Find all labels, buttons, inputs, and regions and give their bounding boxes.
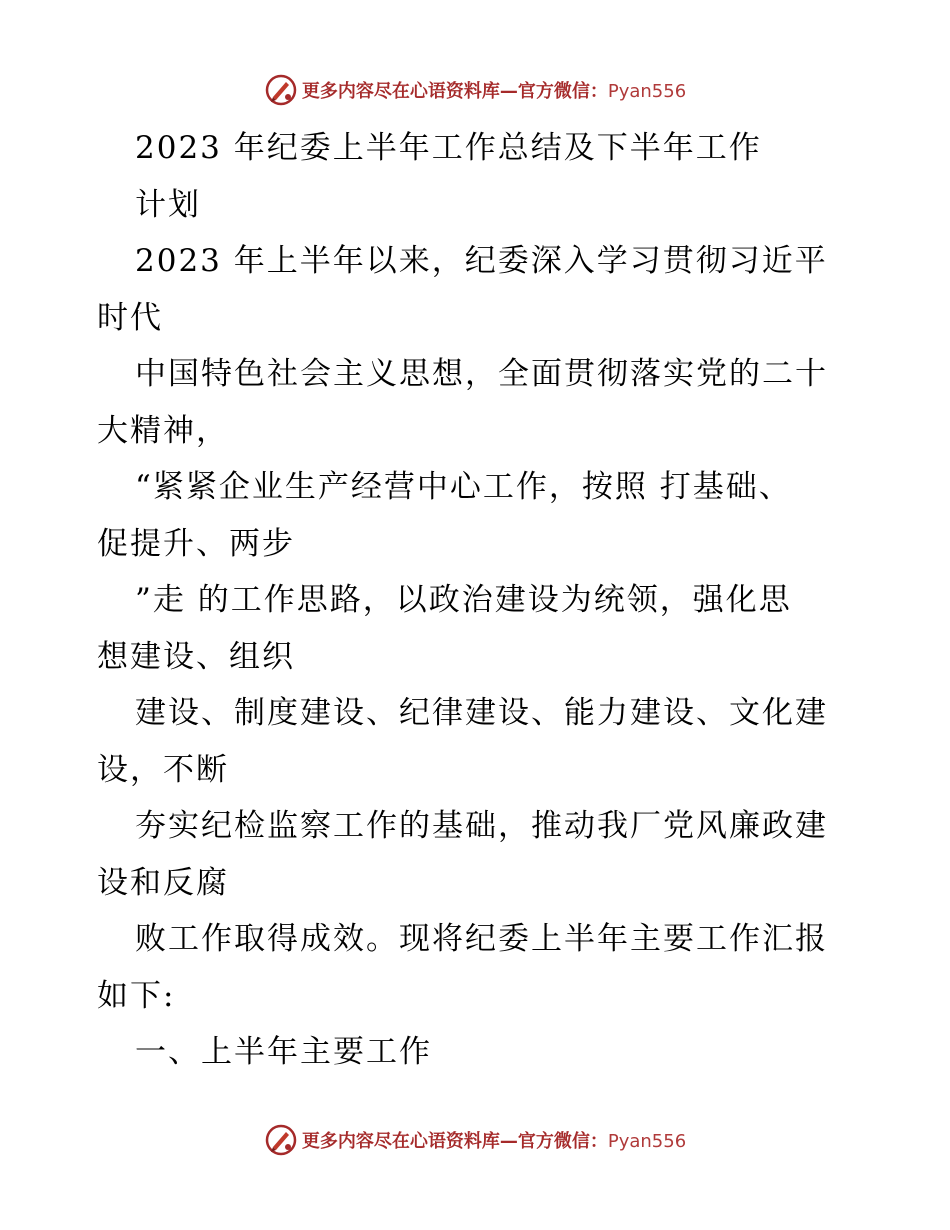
header-watermark-banner (0, 70, 950, 110)
text-line: 2023 年上半年以来，纪委深入学习贯彻习近平 (135, 243, 828, 279)
text-line: 如下: (97, 977, 176, 1014)
text-line: 设，不断 (97, 751, 229, 788)
text-line: 促提升、两步 (97, 525, 295, 562)
watermark-text: 更多内容尽在心语资料库—官方微信：Pyan556 (301, 81, 687, 102)
text-line: 中国特色社会主义思想，全面贯彻落实党的二十 (135, 356, 828, 392)
pen-logo-icon (264, 73, 298, 107)
text-line: “紧紧企业生产经营中心工作，按照 打基础、 (135, 469, 792, 505)
text-line: 想建设、组织 (97, 638, 295, 675)
text-line: ”走 的工作思路，以政治建设为统领，强化思 (135, 582, 792, 618)
footer-watermark-banner (0, 1120, 950, 1160)
text-line: 败工作取得成效。现将纪委上半年主要工作汇报 (135, 921, 828, 957)
text-line: 时代 (97, 299, 163, 336)
text-line: 夯实纪检监察工作的基础，推动我厂党风廉政建 (135, 808, 828, 844)
pen-logo-icon (264, 1123, 298, 1157)
text-line: 计划 (135, 186, 201, 223)
text-line: 2023 年纪委上半年工作总结及下半年工作 (135, 130, 762, 166)
watermark-text: 更多内容尽在心语资料库—官方微信：Pyan556 (301, 1131, 687, 1152)
text-line: 大精神， (97, 412, 229, 449)
text-line: 建设、制度建设、纪律建设、能力建设、文化建 (135, 695, 828, 731)
text-line: 设和反腐 (97, 864, 229, 901)
text-line: 一、上半年主要工作 (135, 1034, 432, 1070)
document-body (97, 120, 867, 1081)
